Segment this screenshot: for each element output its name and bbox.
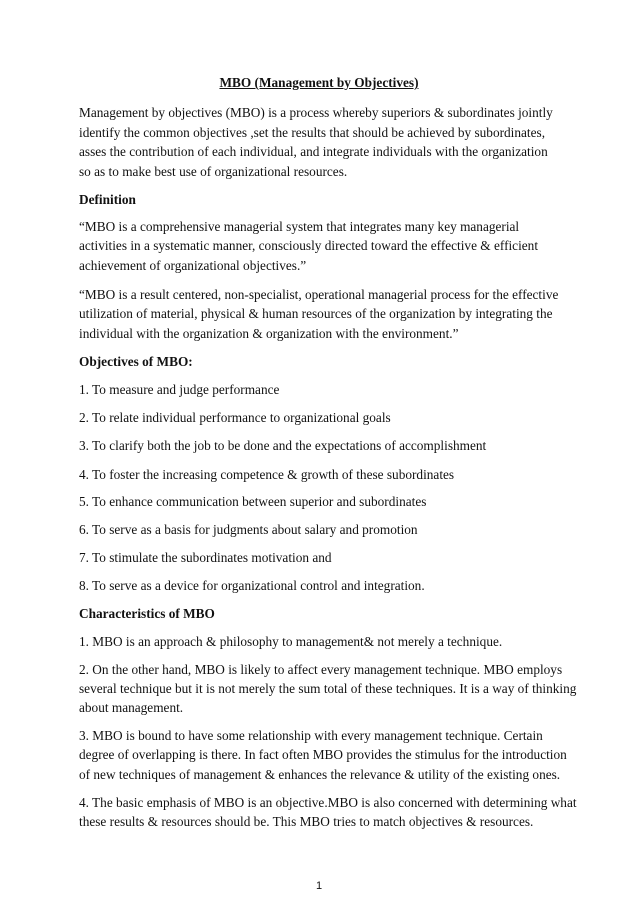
objective-item: 4. To foster the increasing competence & growth of these subordinates [79,466,455,482]
characteristic-4-line: these results & resources should be. This MBO tries to match objectives & resources. [79,814,534,830]
definition-1-line: “MBO is a comprehensive managerial system that integrates many key managerial [79,219,520,235]
definition-2-line: individual with the organization & organization with the environment.” [79,326,459,342]
objective-item: 8. To serve as a device for organizational control and integration. [79,578,425,594]
characteristic-3-line: degree of overlapping is there. In fact often MBO provides the stimulus for the introduction [79,747,567,763]
characteristic-3-line: of new techniques of management & enhances the relevance & utility of the existing ones. [79,766,561,782]
characteristic-2-line: 2. On the other hand, MBO is likely to affect every management technique. MBO employs [79,661,563,677]
intro-line: identify the common objectives ,set the results that should be achieved by subordinates, [79,124,546,140]
page-number: 1 [315,880,323,892]
definition-2-line: utilization of material, physical & human resources of the organization by integrating the [79,306,553,322]
intro-line: so as to make best use of organizational resources. [79,163,348,179]
characteristics-heading: Characteristics of MBO [79,606,215,622]
objectives-heading: Objectives of MBO: [79,353,193,369]
objective-item: 2. To relate individual performance to organizational goals [79,410,391,426]
objective-item: 5. To enhance communication between superior and subordinates [79,494,427,510]
definition-1-line: achievement of organizational objectives.” [79,258,307,274]
characteristic-1-line: 1. MBO is an approach & philosophy to management& not merely a technique. [79,633,503,649]
objective-item: 6. To serve as a basis for judgments about salary and promotion [79,522,418,538]
definition-heading: Definition [79,191,136,207]
objective-item: 1. To measure and judge performance [79,381,280,397]
characteristic-2-line: several technique but it is not merely the sum total of these techniques. It is a way of thinking [79,680,577,696]
objective-item: 7. To stimulate the subordinates motivation and [79,549,332,565]
characteristic-2-line: about management. [79,699,184,715]
definition-2-line: “MBO is a result centered, non-specialist, operational managerial process for the effective [79,287,559,303]
objective-item: 3. To clarify both the job to be done and the expectations of accomplishment [79,438,487,454]
intro-line: Management by objectives (MBO) is a process whereby superiors & subordinates jointly [79,104,553,120]
definition-1-line: activities in a systematic manner, consciously directed toward the effective & efficient [79,238,539,254]
document-title: MBO (Management by Objectives) [219,75,419,90]
characteristic-4-line: 4. The basic emphasis of MBO is an objective.MBO is also concerned with determining what [79,795,577,811]
characteristic-3-line: 3. MBO is bound to have some relationship with every management technique. Certain [79,728,543,744]
intro-line: asses the contribution of each individual, and integrate individuals with the organization [79,143,548,159]
